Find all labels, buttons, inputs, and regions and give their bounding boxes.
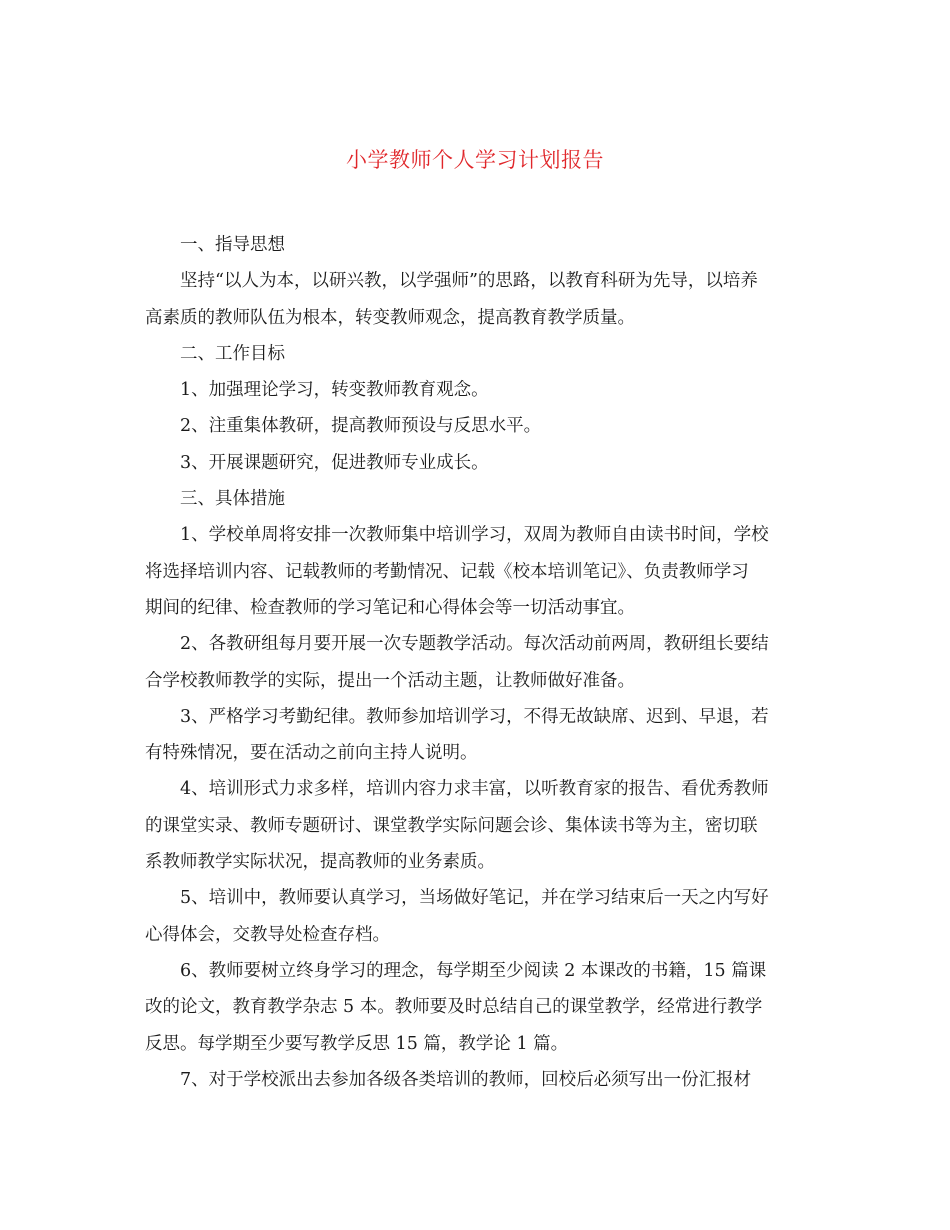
paragraph	[145, 953, 810, 1062]
paragraph-line: 6、教师要树立终身学习的理念，每学期至少阅读 2 本课改的书籍，15 篇课	[180, 960, 767, 981]
paragraph	[145, 263, 810, 336]
paragraph	[145, 336, 810, 372]
paragraph-line: 反思。每学期至少要写教学反思 15 篇，教学论 1 篇。	[145, 1033, 569, 1054]
paragraph-line: 合学校教师教学的实际，提出一个活动主题，让教师做好准备。	[145, 670, 635, 691]
paragraph	[145, 699, 810, 772]
paragraph-line: 5、培训中，教师要认真学习，当场做好笔记，并在学习结束后一天之内写好	[180, 888, 769, 909]
paragraph-line: 高素质的教师队伍为根本，转变教师观念，提高教育教学质量。	[145, 307, 635, 328]
paragraph	[145, 771, 810, 880]
paragraph-line: 1、加强理论学习，转变教师教育观念。	[180, 380, 489, 401]
paragraph	[145, 517, 810, 626]
paragraph-line: 的课堂实录、教师专题研讨、课堂教学实际问题会诊、集体读书等为主，密切联	[145, 815, 758, 836]
paragraph	[145, 372, 810, 408]
paragraph	[145, 227, 810, 263]
paragraph-line: 2、各教研组每月要开展一次专题教学活动。每次活动前两周，教研组长要结	[180, 634, 769, 655]
paragraph	[145, 408, 810, 444]
paragraph-line: 系教师教学实际状况，提高教师的业务素质。	[145, 852, 495, 873]
paragraph-line: 期间的纪律、检查教师的学习笔记和心得体会等一切活动事宜。	[145, 597, 635, 618]
paragraph-line: 2、注重集体教研，提高教师预设与反思水平。	[180, 416, 542, 437]
paragraph-line: 3、开展课题研究，促进教师专业成长。	[180, 452, 489, 473]
document-title: 小学教师个人学习计划报告	[346, 148, 604, 172]
paragraph	[145, 626, 810, 699]
paragraph-line: 二、工作目标	[180, 343, 285, 364]
paragraph-line: 将选择培训内容、记载教师的考勤情况、记载《校本培训笔记》、负责教师学习	[145, 561, 749, 582]
paragraph-line: 心得体会，交教导处检查存档。	[145, 924, 390, 945]
paragraph-line: 有特殊情况，要在活动之前向主持人说明。	[145, 743, 478, 764]
paragraph-line: 7、对于学校派出去参加各级各类培训的教师，回校后必须写出一份汇报材	[180, 1069, 752, 1090]
paragraph	[145, 481, 810, 517]
document-body	[145, 227, 810, 1098]
paragraph-line: 一、指导思想	[180, 235, 285, 255]
paragraph	[145, 445, 810, 481]
paragraph	[145, 1062, 810, 1098]
paragraph-line: 坚持“以人为本，以研兴教，以学强师”的思路，以教育科研为先导，以培养	[180, 271, 758, 292]
paragraph-line: 3、严格学习考勤纪律。教师参加培训学习，不得无故缺席、迟到、早退，若	[180, 706, 769, 727]
paragraph	[145, 880, 810, 953]
paragraph-line: 4、培训形式力求多样，培训内容力求丰富，以听教育家的报告、看优秀教师	[180, 779, 769, 800]
paragraph-line: 三、具体措施	[180, 489, 285, 510]
paragraph-line: 1、学校单周将安排一次教师集中培训学习，双周为教师自由读书时间，学校	[180, 525, 769, 546]
paragraph-line: 改的论文，教育教学杂志 5 本。教师要及时总结自己的课堂教学，经常进行教学	[145, 997, 763, 1018]
